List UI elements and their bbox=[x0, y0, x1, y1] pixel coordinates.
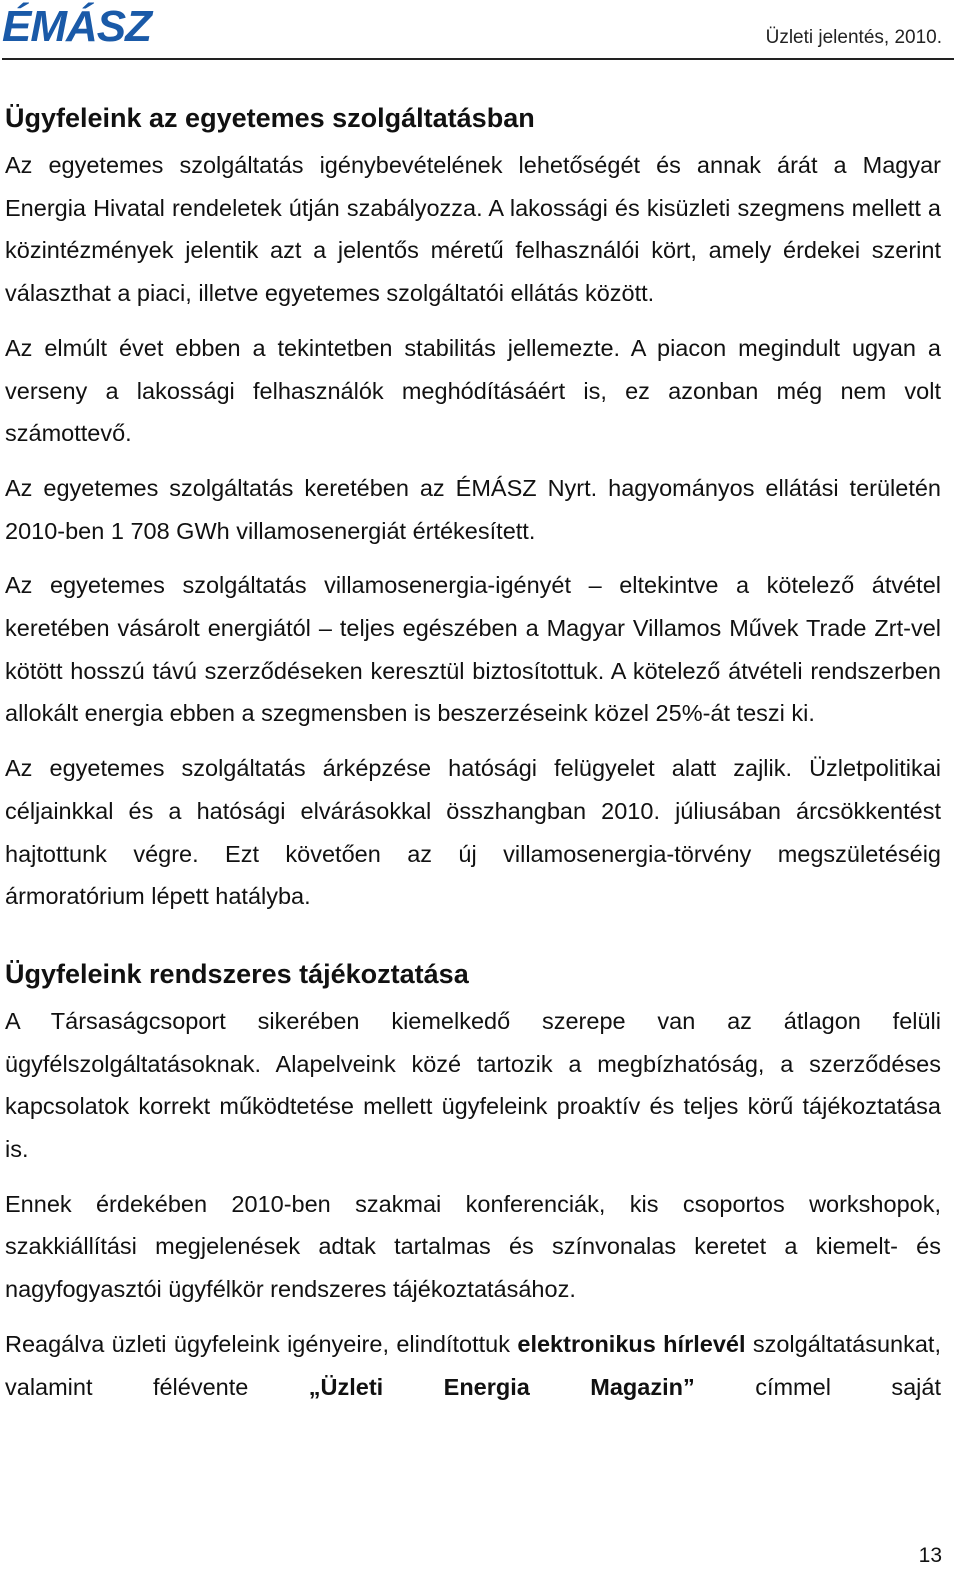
paragraph-text: Reagálva üzleti ügyfeleink igényeire, elindítottuk bbox=[5, 1330, 518, 1357]
paragraph: A Társaságcsoport sikerében kiemelkedő szerepe van az átlagon felüli ügyfélszolgáltatásoknak. Alapelveink közé tartozik a megbízhatóság, a szerződéses kapcsolatok korrekt működtetése mellett ügyfeleink proaktív és teljes körű tájékoztatása is. bbox=[5, 1007, 941, 1163]
paragraph: Az egyetemes szolgáltatás villamosenergia-igényét – eltekintve a kötelező átvétel keretében vásárolt energiától – teljes egészében a Magyar Villamos Művek Trade Zrt-vel kötött hosszú távú szerződéseken keresztül biztosítottuk. A kötelező átvételi rendszerben allokált energia ebben a szegmensben is beszerzéseink közel 25%-át teszi ki. bbox=[5, 572, 941, 727]
paragraph: Az egyetemes szolgáltatás igénybevételének lehetőségét és annak árát a Magyar Energia Hivatal rendeletek útján szabályozza. A lakossági és kisüzleti szegmens mellett a közintézmények jelentik azt a jelentős méretű felhasználói kört, amely érdekei szerint választhat a piaci, illetve egyetemes szolgáltatói ellátás között. bbox=[5, 152, 941, 307]
header-divider bbox=[2, 58, 954, 60]
page-number: 13 bbox=[918, 1544, 942, 1567]
paragraph bbox=[5, 1323, 941, 1408]
paragraph-text: szolgáltatásunkat, valamint félévente bbox=[5, 1330, 941, 1400]
paragraph: Ennek érdekében 2010-ben szakmai konferenciák, kis csoportos workshopok, szakkiállítási megjelenések adtak tartalmas és színvonalas keretet a kiemelt- és nagyfogyasztói ügyfélkör rendszeres tájékoztatásához. bbox=[5, 1190, 941, 1303]
emphasis-magazine-title: „Üzleti Energia Magazin” bbox=[308, 1373, 695, 1400]
section-heading-universal-service: Ügyfeleink az egyetemes szolgáltatásban bbox=[5, 103, 535, 133]
emasz-logo: ÉMÁSZ bbox=[2, 2, 151, 51]
paragraph: Az elmúlt évet ebben a tekintetben stabilitás jellemezte. A piacon megindult ugyan a verseny a lakossági felhasználók meghódításáért is, ez azonban még nem volt számottevő. bbox=[5, 334, 941, 447]
report-title: Üzleti jelentés, 2010. bbox=[765, 27, 942, 48]
section-heading-customer-information: Ügyfeleink rendszeres tájékoztatása bbox=[5, 958, 469, 989]
paragraph-text: címmel saját bbox=[694, 1373, 941, 1400]
page-header bbox=[0, 0, 960, 62]
paragraph: Az egyetemes szolgáltatás keretében az ÉMÁSZ Nyrt. hagyományos ellátási területén 2010-ben 1 708 GWh villamosenergiát értékesített. bbox=[5, 474, 941, 544]
paragraph: Az egyetemes szolgáltatás árképzése hatósági felügyelet alatt zajlik. Üzletpolitikai céljainkkal és a hatósági elvárásokkal összhangban 2010. júliusában árcsökkentést hajtottunk végre. Ezt követően az új villamosenergia-törvény megszületéséig ármoratórium lépett hatályba. bbox=[5, 755, 941, 910]
emphasis-newsletter: elektronikus hírlevél bbox=[517, 1330, 746, 1357]
document-body bbox=[5, 96, 941, 1408]
